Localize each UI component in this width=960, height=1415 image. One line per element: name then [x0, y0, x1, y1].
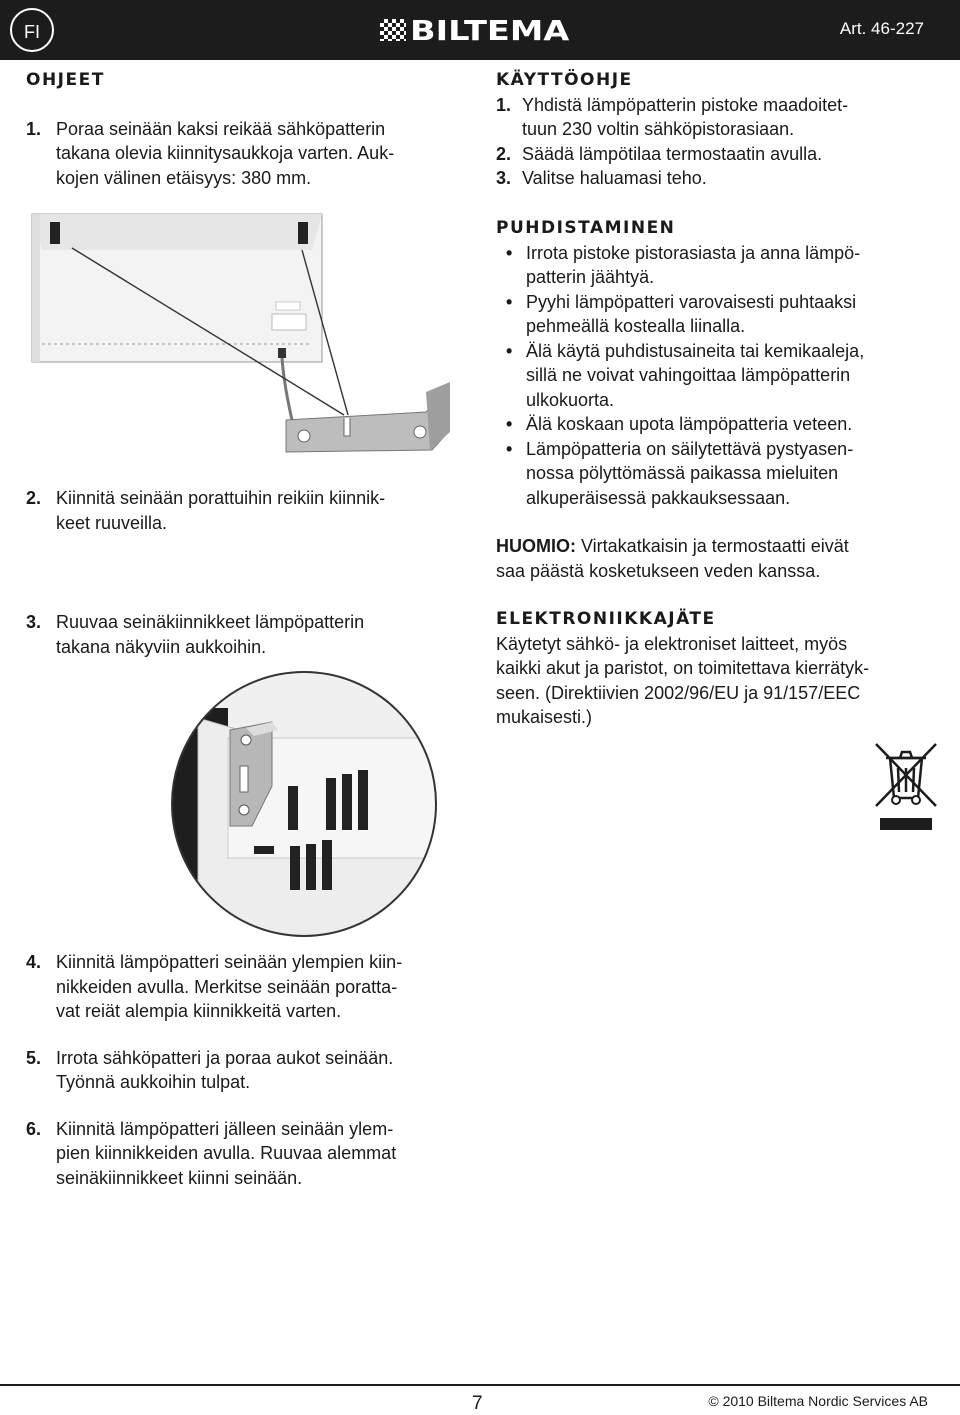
cleaning-item — [496, 412, 946, 437]
step-text: Kiinnitä lämpöpatteri seinään ylempien kiin- — [56, 952, 403, 972]
note-label: HUOMIO: — [496, 536, 576, 556]
step-text: takana olevia kiinnitysaukkoja varten. Auk- — [56, 143, 395, 163]
step-text: seinäkiinnikkeet kiinni seinään. — [56, 1167, 303, 1188]
step-number: 5. — [26, 1047, 42, 1068]
step-text: tuun 230 voltin sähköpistorasiaan. — [522, 119, 795, 139]
cleaning-item — [496, 241, 946, 290]
step-text: keet ruuveilla. — [56, 512, 168, 533]
step-text: Kiinnitä lämpöpatteri jälleen seinään ylem- — [56, 1118, 394, 1139]
step-text: Työnnä aukkoihin tulpat. — [56, 1072, 251, 1092]
bullet-text: Älä koskaan upota lämpöpatteria veteen. — [526, 414, 853, 434]
instructions-top — [26, 68, 466, 190]
bullet-text: Irrota pistoke pistorasiasta ja anna lämpö- — [526, 242, 861, 263]
step-text: Ruuvaa seinäkiinnikkeet lämpöpatterin — [56, 612, 365, 632]
step-6 — [26, 1117, 486, 1191]
bullet-text: Lämpöpatteria on säilytettävä pystyasen- — [526, 438, 854, 459]
usage-item — [496, 93, 946, 142]
footer-rule — [0, 1384, 960, 1386]
waste-heading: ELEKTRONIIKKAJÄTE — [496, 609, 716, 629]
cleaning-item — [496, 437, 946, 511]
note-text: Virtakatkaisin ja termostaatti eivät — [576, 536, 849, 556]
copyright: © 2010 Biltema Nordic Services AB — [708, 1393, 928, 1409]
logo-text: BILTEMA — [410, 13, 570, 47]
usage-item — [496, 142, 946, 167]
bullet-text: patterin jäähtyä. — [526, 267, 655, 287]
bracket-closeup-illustration — [168, 668, 440, 940]
bullet-text: Älä käytä puhdistusaineita tai kemikaaleja, — [526, 340, 865, 361]
step-2 — [26, 486, 476, 535]
step-text: takana näkyviin aukkoihin. — [56, 636, 267, 657]
step-4 — [26, 950, 486, 1024]
checker-flag-icon — [380, 19, 406, 41]
cleaning-heading: PUHDISTAMINEN — [496, 217, 676, 238]
step-number: 1. — [496, 94, 512, 115]
note-text: saa päästä kosketukseen veden kanssa. — [496, 560, 821, 581]
step-number: 3. — [26, 612, 42, 632]
biltema-logo — [380, 12, 570, 48]
usage-heading: KÄYTTÖOHJE — [496, 70, 633, 90]
instructions-heading: OHJEET — [26, 70, 105, 90]
header-bar — [0, 0, 960, 60]
bullet-icon: • — [506, 438, 513, 459]
step-text: Säädä lämpötilaa termostaatin avulla. — [522, 143, 823, 164]
article-number: Art. 46-227 — [839, 19, 924, 38]
cleaning-item — [496, 290, 946, 339]
waste-line: seen. (Direktiivien 2002/96/EU ja 91/157/EEC — [496, 682, 861, 703]
step-number: 2. — [26, 488, 42, 508]
language-badge: FI — [10, 8, 54, 52]
weee-bin-icon — [874, 742, 938, 832]
step-text: Irrota sähköpatteri ja poraa aukot seinään. — [56, 1047, 394, 1068]
bullet-text: ulkokuorta. — [526, 389, 615, 410]
step-number: 2. — [496, 143, 512, 164]
bullet-text: Pyyhi lämpöpatteri varovaisesti puhtaaksi — [526, 291, 857, 312]
waste-text — [496, 632, 946, 730]
step-text: pien kiinnikkeiden avulla. Ruuvaa alemmat — [56, 1143, 397, 1163]
step-text: kojen välinen etäisyys: 380 mm. — [56, 167, 312, 188]
step-text: Valitse haluamasi teho. — [522, 168, 707, 188]
waste-line: kaikki akut ja paristot, on toimitettava kierrätyk- — [496, 658, 870, 678]
bullet-text: alkuperäisessä pakkauksessaan. — [526, 487, 791, 508]
bullet-text: sillä ne voivat vahingoittaa lämpöpatterin — [526, 365, 851, 385]
bullet-icon: • — [506, 340, 513, 361]
step-1 — [26, 117, 466, 191]
bullet-icon: • — [506, 242, 513, 263]
step-text: nikkeiden avulla. Merkitse seinään poratta- — [56, 976, 398, 997]
step-text: vat reiät alempia kiinnikkeitä varten. — [56, 1001, 342, 1021]
step-3 — [26, 610, 476, 659]
step-text: Kiinnitä seinään porattuihin reikiin kiinnik- — [56, 488, 386, 508]
step-number: 6. — [26, 1118, 42, 1139]
step-number: 4. — [26, 952, 42, 972]
right-column — [496, 68, 946, 730]
instructions-bottom — [26, 950, 486, 1190]
bullet-text: pehmeällä kostealla liinalla. — [526, 316, 746, 336]
waste-line: Käytetyt sähkö- ja elektroniset laitteet, myös — [496, 633, 848, 654]
bullet-text: nossa pölyttömässä paikassa mieluiten — [526, 463, 839, 483]
step-number: 3. — [496, 168, 512, 188]
step-text: Poraa seinään kaksi reikää sähköpatterin — [56, 118, 386, 139]
step-5 — [26, 1046, 486, 1095]
page-number: 7 — [472, 1393, 483, 1414]
note — [496, 534, 946, 583]
step-number: 1. — [26, 118, 42, 139]
bullet-icon: • — [506, 414, 513, 434]
usage-item — [496, 166, 946, 191]
bullet-icon: • — [506, 291, 513, 312]
cleaning-item — [496, 339, 946, 413]
heater-bracket-illustration — [20, 210, 450, 470]
step-text: Yhdistä lämpöpatterin pistoke maadoitet- — [522, 94, 849, 115]
waste-line: mukaisesti.) — [496, 707, 593, 727]
